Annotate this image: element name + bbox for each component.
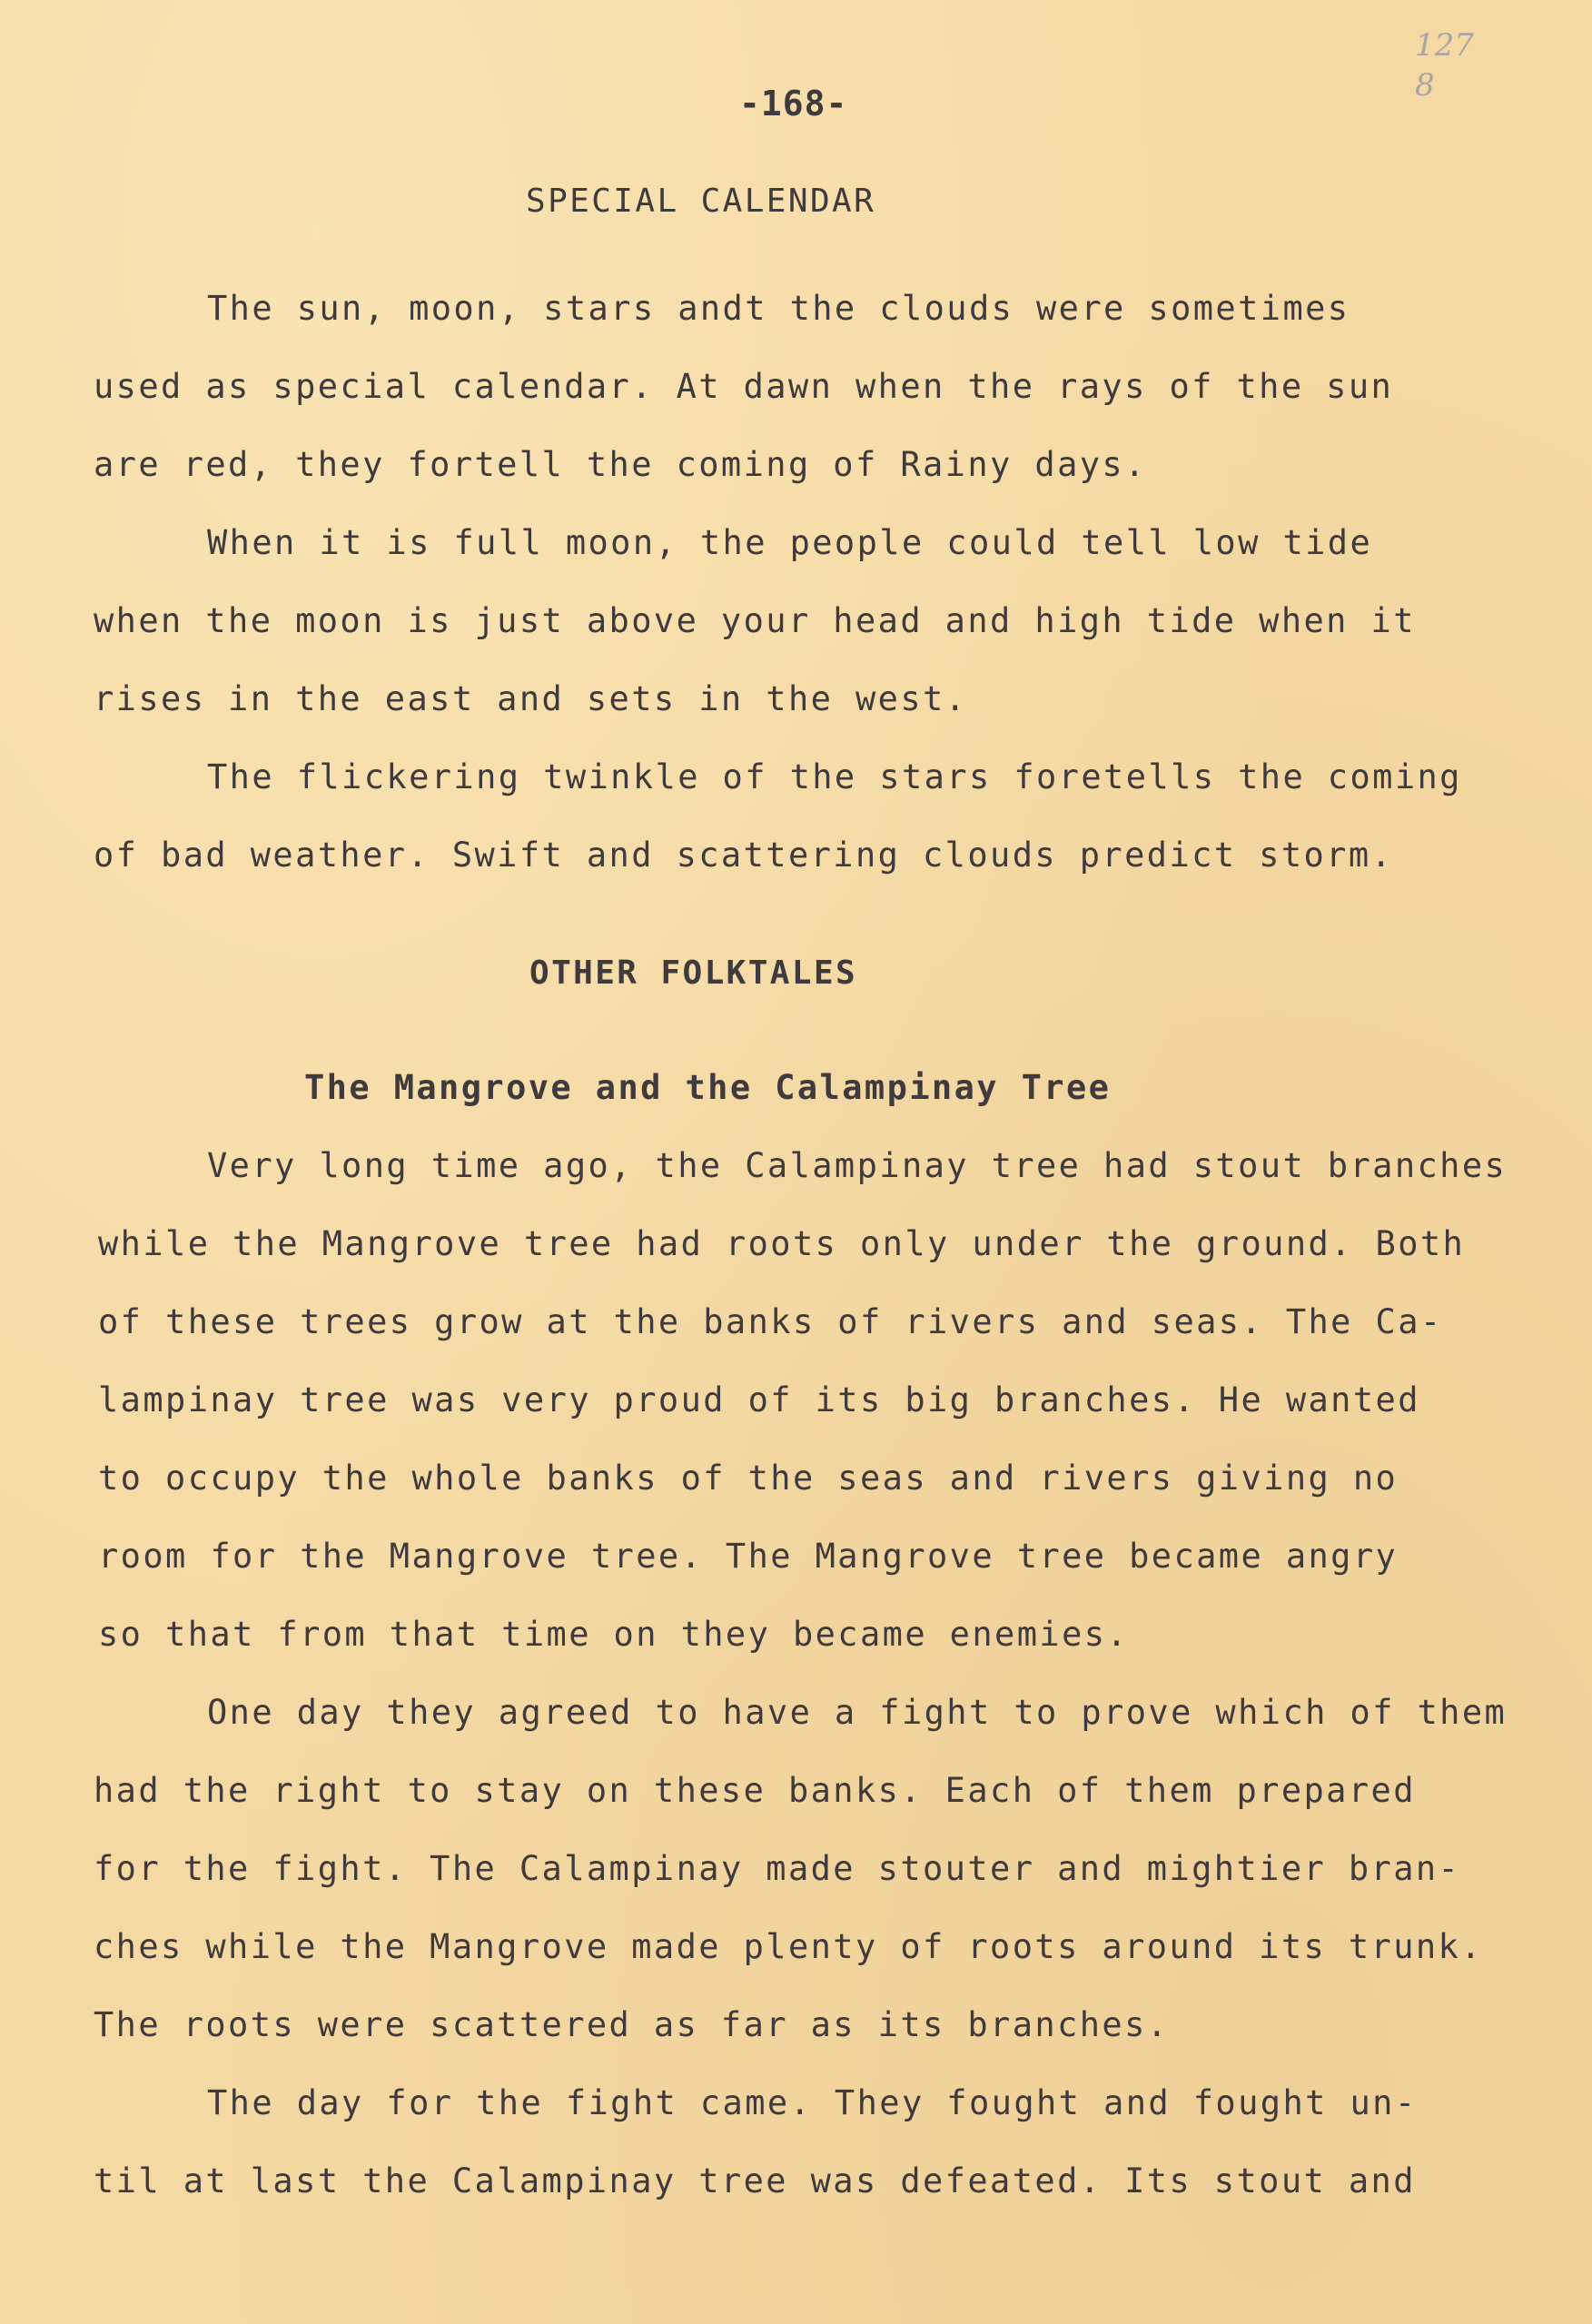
body-line: while the Mangrove tree had roots only under the ground. Both	[98, 1224, 1466, 1263]
body-line: ches while the Mangrove made plenty of roots around its trunk.	[94, 1927, 1483, 1966]
body-line: The day for the fight came. They fought and fought un-	[207, 2083, 1418, 2122]
body-line: are red, they fortell the coming of Rainy days.	[94, 445, 1147, 484]
body-line: lampinay tree was very proud of its big branches. He wanted	[98, 1380, 1420, 1419]
handwritten-page-note: 127 8	[1415, 27, 1474, 104]
body-line: had the right to stay on these banks. Each of them prepared	[94, 1771, 1416, 1810]
body-line: The flickering twinkle of the stars foretells the coming	[207, 757, 1462, 796]
body-line: When it is full moon, the people could tell low tide	[207, 523, 1373, 562]
page-number: -168-	[739, 84, 848, 124]
body-line: of these trees grow at the banks of rivers and seas. The Ca-	[98, 1302, 1443, 1341]
body-line: The sun, moon, stars andt the clouds were sometimes	[207, 289, 1350, 328]
body-line: of bad weather. Swift and scattering clouds predict storm.	[94, 836, 1394, 875]
body-line: so that from that time on they became enemies.	[98, 1615, 1130, 1654]
section-heading-special-calendar: SPECIAL CALENDAR	[526, 183, 876, 220]
body-line: for the fight. The Calampinay made stouter and mightier bran-	[94, 1849, 1461, 1888]
body-line: when the moon is just above your head and high tide when it	[94, 601, 1416, 640]
section-heading-other-folktales: OTHER FOLKTALES	[529, 954, 858, 992]
body-line: The roots were scattered as far as its branches.	[94, 2005, 1170, 2044]
body-line: rises in the east and sets in the west.	[94, 679, 968, 718]
body-line: One day they agreed to have a fight to prove which of them	[207, 1693, 1508, 1732]
body-line: room for the Mangrove tree. The Mangrove tree became angry	[98, 1537, 1399, 1576]
body-line: used as special calendar. At dawn when the rays of the sun	[94, 367, 1394, 406]
body-line: to occupy the whole banks of the seas and rivers giving no	[98, 1459, 1399, 1498]
story-title: The Mangrove and the Calampinay Tree	[304, 1068, 1112, 1107]
body-line: Very long time ago, the Calampinay tree had stout branches	[207, 1146, 1508, 1185]
body-line: til at last the Calampinay tree was defeated. Its stout and	[94, 2161, 1416, 2200]
